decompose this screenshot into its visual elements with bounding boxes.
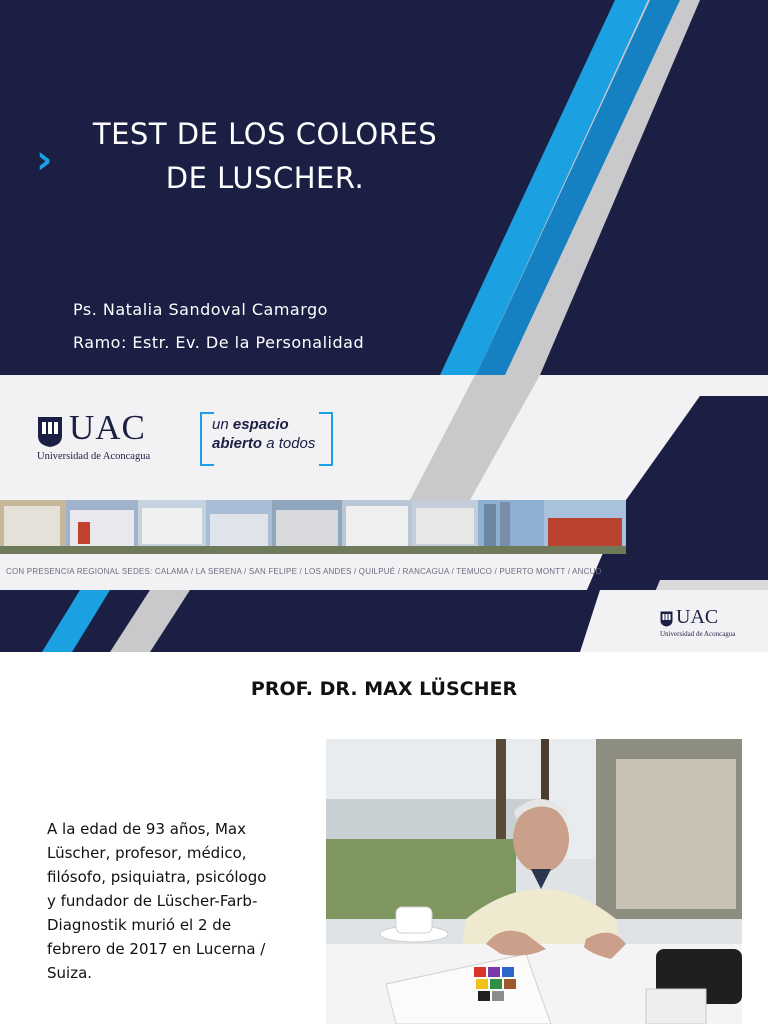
campus-photo-strip bbox=[0, 500, 626, 554]
chevron-icon: › bbox=[36, 137, 53, 183]
slogan-part-2: espacio bbox=[232, 416, 289, 433]
author-text: Ps. Natalia Sandoval Camargo bbox=[73, 300, 328, 319]
biography-slide bbox=[0, 652, 768, 1024]
slide-title bbox=[60, 112, 470, 200]
course-text: Ramo: Estr. Ev. De la Personalidad bbox=[73, 333, 365, 352]
uac-logo bbox=[37, 408, 177, 464]
uac-logo-word: UAC bbox=[69, 408, 146, 447]
title-line-1: TEST DE LOS COLORES bbox=[92, 117, 438, 151]
slogan-part-4: a todos bbox=[266, 435, 316, 452]
slogan-logo bbox=[200, 412, 333, 464]
title-line-2: DE LUSCHER. bbox=[165, 161, 365, 195]
shield-icon-small bbox=[660, 610, 673, 628]
uac-logo-small-subtitle: Universidad de Aconcagua bbox=[660, 630, 736, 638]
biography-title: PROF. DR. MAX LÜSCHER bbox=[250, 678, 518, 700]
uac-logo-small-word: UAC bbox=[676, 606, 719, 628]
biography-text: A la edad de 93 años, Max Lüscher, profesor, médico, filósofo, psiquiatra, psicólogo y fundador de Lüscher-Farb-Diagnostik murió el 2 de febrero de 2017 en Lucerna / Suiza. bbox=[47, 820, 267, 982]
slogan-part-3: abierto bbox=[212, 435, 263, 452]
campus-locations-text: CON PRESENCIA REGIONAL SEDES: CALAMA / LA SERENA / SAN FELIPE / LOS ANDES / QUILPUÉ / RANCAGUA / TEMUCO / PUERTO MONTT / ANCUD bbox=[6, 567, 602, 576]
portrait-photo bbox=[326, 739, 742, 1024]
uac-logo-subtitle: Universidad de Aconcagua bbox=[37, 451, 151, 462]
shield-icon bbox=[37, 416, 63, 448]
slogan-part-1: un bbox=[212, 416, 229, 433]
uac-logo-small bbox=[660, 606, 750, 640]
